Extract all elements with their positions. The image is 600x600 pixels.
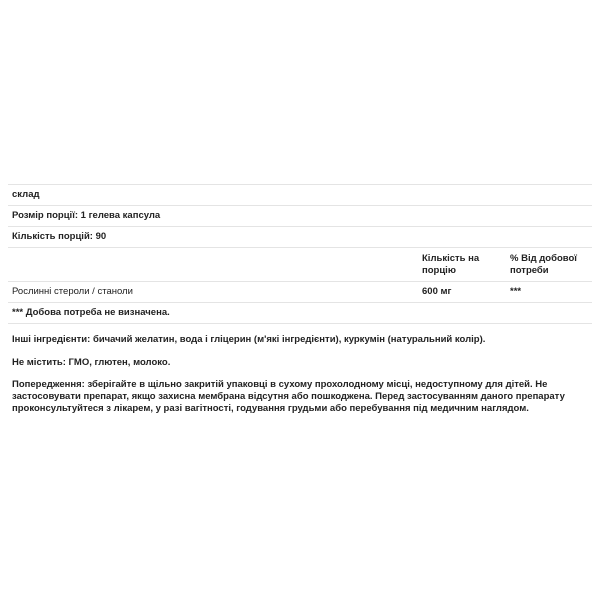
servings-count: Кількість порцій: 90 bbox=[8, 227, 592, 248]
daily-value-column-header: % Від добової потреби bbox=[506, 248, 592, 282]
other-ingredients-text: Інші інгредієнти: бичачий желатин, вода і гліцерин (м'які інгредієнти), куркумін (натуральний колір). bbox=[12, 334, 486, 345]
footnote-row bbox=[8, 303, 592, 324]
ingredient-column-header bbox=[8, 248, 418, 282]
table-row bbox=[8, 282, 592, 303]
table-header-row bbox=[8, 248, 592, 282]
supplement-facts-table bbox=[8, 184, 592, 324]
servings-count-row bbox=[8, 227, 592, 248]
serving-size: Розмір порції: 1 гелева капсула bbox=[8, 206, 592, 227]
supplement-facts-panel bbox=[8, 184, 592, 415]
amount-column-header: Кількість на порцію bbox=[418, 248, 506, 282]
warning-text: Попередження: зберігайте в щільно закритій упаковці в сухому прохолодному місці, недоступному для дітей. Не застосовувати препарат, якщо захисна мембрана відсутня або пошкоджена. Перед застосуванням даного препарату проконсультуйтеся з лікарем, у разі вагітності, годування грудьми або перебування під медичним наглядом. bbox=[12, 379, 565, 414]
ingredient-amount: 600 мг bbox=[418, 282, 506, 303]
section-title-row bbox=[8, 185, 592, 206]
section-title: склад bbox=[8, 185, 592, 206]
does-not-contain-text: Не містить: ГМО, глютен, молоко. bbox=[12, 357, 171, 368]
serving-size-row bbox=[8, 206, 592, 227]
footnote: *** Добова потреба не визначена. bbox=[8, 303, 592, 324]
ingredient-daily-value: *** bbox=[506, 282, 592, 303]
ingredient-name: Рослинні стероли / станоли bbox=[8, 282, 418, 303]
